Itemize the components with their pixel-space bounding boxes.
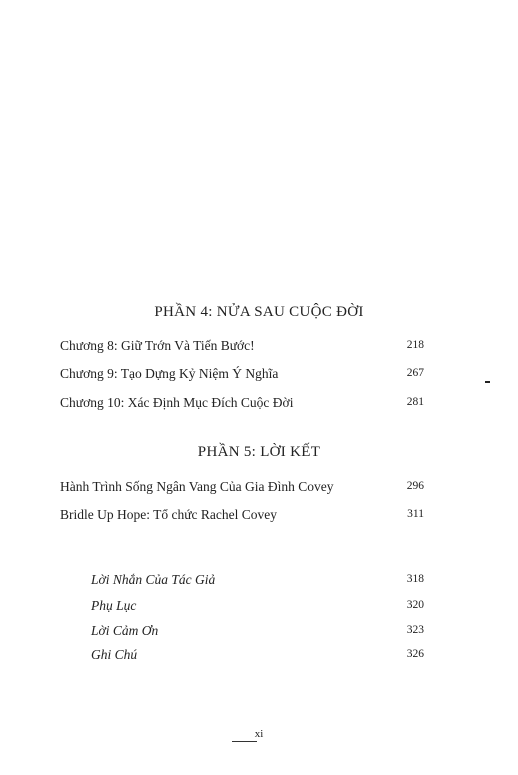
toc-entry-title: Phụ Lục	[91, 598, 137, 613]
edge-mark	[485, 381, 490, 383]
toc-entry-title: Ghi Chú	[91, 647, 138, 662]
toc-entry-page: 323	[406, 624, 424, 636]
toc-entry-title: Chương 9: Tạo Dựng Kỷ Niệm Ý Nghĩa	[60, 366, 279, 381]
toc-entry-page: 296	[406, 480, 424, 492]
toc-entry-page: 267	[406, 367, 424, 379]
toc-entry-author-note	[91, 572, 424, 592]
toc-entry-chapter-10	[60, 395, 424, 415]
toc-entry-page: 318	[406, 573, 424, 585]
toc-entry-chapter-8	[60, 338, 424, 358]
toc-entry-title: Lời Cảm Ơn	[91, 623, 159, 638]
toc-entry-bridle-up-hope	[60, 507, 424, 527]
toc-entry-page: 320	[406, 599, 424, 611]
toc-entry-title: Bridle Up Hope: Tổ chức Rachel Covey	[60, 507, 278, 522]
toc-entry-appendix	[91, 598, 424, 618]
part-5-heading: PHẦN 5: LỜI KẾT	[197, 444, 321, 460]
folio-rule	[232, 741, 257, 742]
toc-entry-title: Lời Nhắn Của Tác Giả	[91, 572, 216, 587]
toc-entry-notes	[91, 647, 424, 667]
toc-entry-acknowledgements	[91, 623, 424, 643]
toc-entry-page: 326	[406, 648, 424, 660]
toc-entry-title: Chương 8: Giữ Trớn Và Tiến Bước!	[60, 338, 255, 353]
toc-entry-title: Hành Trình Sống Ngân Vang Của Gia Đình Covey	[60, 479, 334, 494]
part-4-heading: PHẦN 4: NỬA SAU CUỘC ĐỜI	[154, 304, 364, 320]
toc-entry-chapter-9	[60, 366, 424, 386]
toc-entry-page: 281	[406, 396, 424, 408]
toc-entry-page: 311	[407, 508, 424, 520]
toc-entry-title: Chương 10: Xác Định Mục Đích Cuộc Đời	[60, 395, 294, 410]
page-folio: xi	[254, 728, 264, 740]
toc-entry-covey-family-journey	[60, 479, 424, 499]
toc-entry-page: 218	[406, 339, 424, 351]
